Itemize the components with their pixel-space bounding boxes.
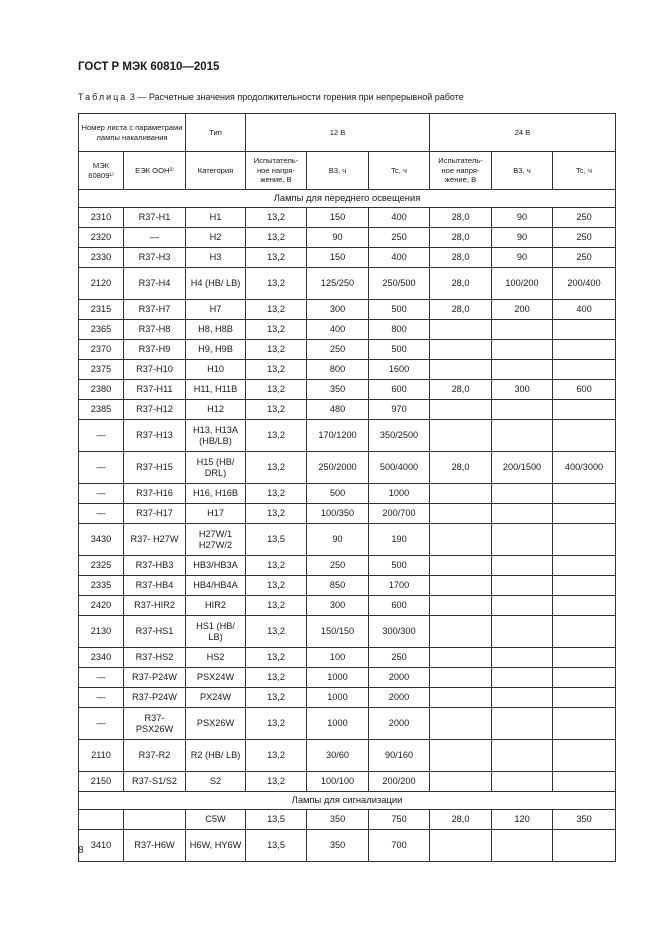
cell-v12: 13,2 (246, 320, 307, 340)
cell-tc-24: 400/3000 (553, 452, 616, 484)
section-row (79, 792, 616, 810)
cell-ece: R37-HS1 (124, 616, 186, 648)
cell-b3-24 (492, 320, 553, 340)
cell-tc-24: 400 (553, 300, 616, 320)
cell-b3-12: 250 (307, 340, 369, 360)
cell-ece: R37-H11 (124, 380, 186, 400)
cell-tc-12: 1000 (369, 484, 430, 504)
table-row (79, 668, 616, 688)
cell-v12: 13,2 (246, 400, 307, 420)
cell-b3-24 (492, 596, 553, 616)
table-row (79, 340, 616, 360)
cell-tc-24 (553, 740, 616, 772)
cell-b3-12: 250/2000 (307, 452, 369, 484)
cell-v24: 28,0 (430, 268, 492, 300)
table-row (79, 208, 616, 228)
cell-ece: R37-H8 (124, 320, 186, 340)
cell-tc-24 (553, 524, 616, 556)
cell-v12: 13,2 (246, 360, 307, 380)
cell-v12: 13,2 (246, 504, 307, 524)
table-row (79, 708, 616, 740)
table-row (79, 576, 616, 596)
cell-v24 (430, 576, 492, 596)
cell-b3-24 (492, 420, 553, 452)
cell-v24 (430, 320, 492, 340)
cell-v12: 13,2 (246, 740, 307, 772)
cell-v24: 28,0 (430, 208, 492, 228)
cell-b3-24: 90 (492, 248, 553, 268)
cell-b3-24 (492, 772, 553, 792)
cell-v12: 13,2 (246, 708, 307, 740)
cell-tc-24 (553, 668, 616, 688)
cell-tc-24: 200/400 (553, 268, 616, 300)
cell-b3-24 (492, 648, 553, 668)
cell-v12: 13,2 (246, 668, 307, 688)
cell-cat: H13, H13A (HB/LB) (186, 420, 246, 452)
cell-tc-24: 350 (553, 810, 616, 830)
cell-tc-12: 400 (369, 248, 430, 268)
cell-tc-24: 250 (553, 208, 616, 228)
cell-tc-12: 2000 (369, 668, 430, 688)
cell-b3-12: 250 (307, 556, 369, 576)
cell-v24 (430, 688, 492, 708)
cell-tc-24 (553, 830, 616, 862)
table-row (79, 688, 616, 708)
cell-tc-12: 500 (369, 300, 430, 320)
cell-tc-12: 600 (369, 596, 430, 616)
header-tc-24: Tc, ч (553, 152, 616, 190)
cell-ece: R37- H27W (124, 524, 186, 556)
cell-iec: — (79, 484, 124, 504)
cell-ece: R37-H10 (124, 360, 186, 380)
cell-v24 (430, 708, 492, 740)
cell-iec: — (79, 668, 124, 688)
cell-tc-12: 350/2500 (369, 420, 430, 452)
cell-v24 (430, 484, 492, 504)
cell-b3-12: 90 (307, 524, 369, 556)
page-number: 8 (78, 845, 84, 856)
cell-v12: 13,2 (246, 484, 307, 504)
header-b3-12: B3, ч (307, 152, 369, 190)
cell-b3-24 (492, 688, 553, 708)
cell-tc-24 (553, 400, 616, 420)
cell-v24: 28,0 (430, 380, 492, 400)
cell-v24: 28,0 (430, 810, 492, 830)
cell-cat: H10 (186, 360, 246, 380)
cell-iec: 2370 (79, 340, 124, 360)
cell-iec: 2385 (79, 400, 124, 420)
cell-ece: R37-H15 (124, 452, 186, 484)
header-tc-12: Tc, ч (369, 152, 430, 190)
cell-v24 (430, 524, 492, 556)
cell-b3-12: 170/1200 (307, 420, 369, 452)
table-row (79, 228, 616, 248)
cell-ece: R37-H16 (124, 484, 186, 504)
cell-tc-12: 190 (369, 524, 430, 556)
cell-v12: 13,2 (246, 452, 307, 484)
cell-tc-12: 700 (369, 830, 430, 862)
cell-tc-12: 1600 (369, 360, 430, 380)
cell-b3-24: 120 (492, 810, 553, 830)
cell-v12: 13,2 (246, 380, 307, 400)
cell-v12: 13,2 (246, 576, 307, 596)
cell-v12: 13,2 (246, 300, 307, 320)
cell-v24 (430, 616, 492, 648)
cell-tc-12: 500 (369, 556, 430, 576)
header-uneece: ЕЭК ООН²⁾ (124, 152, 186, 190)
table-row (79, 596, 616, 616)
table-row (79, 360, 616, 380)
table-caption (78, 92, 464, 102)
table-row (79, 420, 616, 452)
cell-b3-24 (492, 400, 553, 420)
cell-v12: 13,5 (246, 830, 307, 862)
table-row (79, 320, 616, 340)
cell-cat: PSX24W (186, 668, 246, 688)
cell-ece: R37-H4 (124, 268, 186, 300)
cell-ece: R37-H9 (124, 340, 186, 360)
cell-cat: R2 (HB/ LB) (186, 740, 246, 772)
header-b3-24: B3, ч (492, 152, 553, 190)
cell-b3-24 (492, 740, 553, 772)
cell-b3-12: 300 (307, 300, 369, 320)
cell-v12: 13,2 (246, 248, 307, 268)
header-12v: 12 В (246, 114, 430, 152)
cell-b3-24 (492, 484, 553, 504)
cell-v24 (430, 668, 492, 688)
cell-tc-12: 500 (369, 340, 430, 360)
cell-v24: 28,0 (430, 300, 492, 320)
table-row (79, 452, 616, 484)
table-caption-label: Таблица (78, 92, 128, 102)
cell-tc-12: 800 (369, 320, 430, 340)
cell-v24 (430, 400, 492, 420)
cell-v24 (430, 420, 492, 452)
cell-iec: 2340 (79, 648, 124, 668)
cell-b3-24 (492, 524, 553, 556)
cell-ece: R37-H7 (124, 300, 186, 320)
cell-ece: R37-HIR2 (124, 596, 186, 616)
document-header: ГОСТ Р МЭК 60810—2015 (78, 61, 220, 73)
cell-cat: H7 (186, 300, 246, 320)
cell-tc-24 (553, 360, 616, 380)
cell-b3-24 (492, 576, 553, 596)
cell-b3-12: 100 (307, 648, 369, 668)
cell-cat: H1 (186, 208, 246, 228)
cell-cat: H9, H9B (186, 340, 246, 360)
cell-tc-24 (553, 708, 616, 740)
cell-v24: 28,0 (430, 452, 492, 484)
cell-cat: HIR2 (186, 596, 246, 616)
cell-tc-24 (553, 688, 616, 708)
cell-v12: 13,2 (246, 688, 307, 708)
section-row (79, 190, 616, 208)
cell-tc-12: 400 (369, 208, 430, 228)
table-row (79, 810, 616, 830)
cell-tc-12: 2000 (369, 708, 430, 740)
table-row (79, 616, 616, 648)
cell-v12: 13,2 (246, 208, 307, 228)
cell-b3-12: 350 (307, 380, 369, 400)
cell-iec: 2150 (79, 772, 124, 792)
lifetime-table (78, 113, 616, 862)
cell-b3-12: 500 (307, 484, 369, 504)
cell-ece: R37-H6W (124, 830, 186, 862)
cell-iec: — (79, 420, 124, 452)
cell-iec: 2335 (79, 576, 124, 596)
cell-tc-12: 200/200 (369, 772, 430, 792)
header-row-1 (79, 114, 616, 152)
cell-iec (79, 810, 124, 830)
cell-tc-12: 750 (369, 810, 430, 830)
cell-cat: HS1 (HB/ LB) (186, 616, 246, 648)
cell-cat: H3 (186, 248, 246, 268)
table-body (79, 190, 616, 862)
cell-ece: R37-HB3 (124, 556, 186, 576)
cell-b3-12: 100/100 (307, 772, 369, 792)
header-test-voltage-12: Испытатель-ное напря-жение, В (246, 152, 307, 190)
header-24v: 24 В (430, 114, 616, 152)
cell-iec: 2375 (79, 360, 124, 380)
cell-v24 (430, 740, 492, 772)
table-row (79, 772, 616, 792)
section-title: Лампы для сигнализации (79, 792, 616, 810)
cell-v12: 13,2 (246, 648, 307, 668)
table-row (79, 248, 616, 268)
cell-b3-12: 1000 (307, 688, 369, 708)
table-row (79, 400, 616, 420)
cell-cat: H4 (HB/ LB) (186, 268, 246, 300)
cell-cat: HB4/HB4A (186, 576, 246, 596)
cell-iec: 3430 (79, 524, 124, 556)
cell-b3-24: 200/1500 (492, 452, 553, 484)
cell-ece: R37-P24W (124, 688, 186, 708)
cell-iec: — (79, 708, 124, 740)
cell-b3-24 (492, 830, 553, 862)
cell-b3-12: 1000 (307, 708, 369, 740)
cell-tc-24 (553, 320, 616, 340)
cell-ece: R37-H12 (124, 400, 186, 420)
cell-b3-12: 480 (307, 400, 369, 420)
cell-tc-12: 90/160 (369, 740, 430, 772)
header-iec: МЭК 60809¹⁾ (79, 152, 124, 190)
table-row (79, 380, 616, 400)
cell-tc-12: 1700 (369, 576, 430, 596)
header-row-2 (79, 152, 616, 190)
cell-cat: H11, H11B (186, 380, 246, 400)
cell-b3-24 (492, 556, 553, 576)
cell-cat: HS2 (186, 648, 246, 668)
cell-b3-12: 850 (307, 576, 369, 596)
cell-v24 (430, 556, 492, 576)
cell-tc-24 (553, 648, 616, 668)
cell-iec: 3410 (79, 830, 124, 862)
cell-cat: PSX26W (186, 708, 246, 740)
cell-tc-24: 250 (553, 248, 616, 268)
cell-iec: 2315 (79, 300, 124, 320)
cell-v24 (430, 772, 492, 792)
cell-iec: 2380 (79, 380, 124, 400)
cell-v12: 13,5 (246, 524, 307, 556)
cell-ece: R37-H13 (124, 420, 186, 452)
cell-b3-12: 150/150 (307, 616, 369, 648)
cell-cat: H17 (186, 504, 246, 524)
table-caption-text: — Расчетные значения продолжительности горения при непрерывной работе (137, 92, 464, 102)
cell-v12: 13,2 (246, 596, 307, 616)
cell-b3-12: 150 (307, 248, 369, 268)
table-row (79, 740, 616, 772)
cell-iec: 2330 (79, 248, 124, 268)
cell-tc-24 (553, 484, 616, 504)
cell-tc-12: 250/500 (369, 268, 430, 300)
cell-tc-12: 200/700 (369, 504, 430, 524)
cell-b3-12: 30/60 (307, 740, 369, 772)
cell-ece: R37-HS2 (124, 648, 186, 668)
cell-b3-24: 200 (492, 300, 553, 320)
cell-b3-24: 90 (492, 228, 553, 248)
cell-cat: S2 (186, 772, 246, 792)
cell-iec: 2365 (79, 320, 124, 340)
cell-tc-24 (553, 340, 616, 360)
cell-tc-24 (553, 596, 616, 616)
cell-v24 (430, 596, 492, 616)
cell-tc-24 (553, 504, 616, 524)
cell-b3-24: 300 (492, 380, 553, 400)
cell-iec: 2420 (79, 596, 124, 616)
cell-b3-12: 300 (307, 596, 369, 616)
cell-b3-24 (492, 708, 553, 740)
cell-b3-24 (492, 504, 553, 524)
cell-tc-24 (553, 556, 616, 576)
table-row (79, 484, 616, 504)
header-test-voltage-24: Испытатель-ное напря-жение, В (430, 152, 492, 190)
cell-b3-24 (492, 668, 553, 688)
cell-iec: — (79, 504, 124, 524)
cell-cat: H8, H8B (186, 320, 246, 340)
cell-ece: R37-HB4 (124, 576, 186, 596)
cell-v24 (430, 830, 492, 862)
cell-tc-12: 500/4000 (369, 452, 430, 484)
cell-b3-12: 800 (307, 360, 369, 380)
cell-ece: R37-P24W (124, 668, 186, 688)
cell-cat: PX24W (186, 688, 246, 708)
section-title: Лампы для переднего освещения (79, 190, 616, 208)
cell-iec: 2120 (79, 268, 124, 300)
cell-v12: 13,2 (246, 772, 307, 792)
cell-v24 (430, 648, 492, 668)
cell-tc-12: 250 (369, 648, 430, 668)
cell-iec: — (79, 688, 124, 708)
cell-v12: 13,2 (246, 420, 307, 452)
cell-b3-12: 1000 (307, 668, 369, 688)
cell-b3-12: 100/350 (307, 504, 369, 524)
cell-ece: R37-H3 (124, 248, 186, 268)
table-row (79, 524, 616, 556)
cell-iec: 2110 (79, 740, 124, 772)
cell-v12: 13,2 (246, 228, 307, 248)
table-row (79, 300, 616, 320)
cell-ece: R37-H17 (124, 504, 186, 524)
cell-b3-24 (492, 616, 553, 648)
cell-b3-24: 100/200 (492, 268, 553, 300)
header-sheet-number: Номер листа с параметрами лампы накаливания (79, 114, 186, 152)
header-type: Тип (186, 114, 246, 152)
cell-tc-12: 2000 (369, 688, 430, 708)
cell-iec: — (79, 452, 124, 484)
cell-cat: H12 (186, 400, 246, 420)
cell-b3-12: 350 (307, 810, 369, 830)
cell-b3-12: 90 (307, 228, 369, 248)
cell-cat: C5W (186, 810, 246, 830)
cell-iec: 2310 (79, 208, 124, 228)
table-row (79, 268, 616, 300)
cell-tc-12: 970 (369, 400, 430, 420)
cell-tc-24 (553, 616, 616, 648)
cell-v12: 13,2 (246, 556, 307, 576)
cell-tc-24 (553, 420, 616, 452)
cell-v12: 13,2 (246, 268, 307, 300)
cell-b3-24 (492, 340, 553, 360)
cell-cat: H16, H16B (186, 484, 246, 504)
cell-cat: H2 (186, 228, 246, 248)
cell-tc-24: 600 (553, 380, 616, 400)
cell-tc-12: 300/300 (369, 616, 430, 648)
cell-v12: 13,2 (246, 616, 307, 648)
cell-b3-24: 90 (492, 208, 553, 228)
cell-tc-24 (553, 576, 616, 596)
cell-b3-12: 350 (307, 830, 369, 862)
cell-b3-12: 150 (307, 208, 369, 228)
cell-v24: 28,0 (430, 248, 492, 268)
cell-tc-12: 600 (369, 380, 430, 400)
cell-v24: 28,0 (430, 228, 492, 248)
cell-cat: HB3/HB3A (186, 556, 246, 576)
cell-cat: H6W, HY6W (186, 830, 246, 862)
table-row (79, 648, 616, 668)
cell-iec: 2325 (79, 556, 124, 576)
cell-iec: 2320 (79, 228, 124, 248)
cell-v24 (430, 504, 492, 524)
table-row (79, 504, 616, 524)
cell-ece (124, 810, 186, 830)
cell-v12: 13,2 (246, 340, 307, 360)
cell-tc-12: 250 (369, 228, 430, 248)
cell-v12: 13,5 (246, 810, 307, 830)
table-row (79, 556, 616, 576)
cell-v24 (430, 340, 492, 360)
table-row (79, 830, 616, 862)
table-caption-number: 3 (129, 92, 135, 102)
cell-v24 (430, 360, 492, 380)
cell-cat: H27W/1 H27W/2 (186, 524, 246, 556)
cell-ece: — (124, 228, 186, 248)
header-category: Категория (186, 152, 246, 190)
cell-ece: R37-S1/S2 (124, 772, 186, 792)
cell-ece: R37- PSX26W (124, 708, 186, 740)
cell-cat: H15 (HB/ DRL) (186, 452, 246, 484)
cell-ece: R37-H1 (124, 208, 186, 228)
cell-iec: 2130 (79, 616, 124, 648)
cell-b3-24 (492, 360, 553, 380)
cell-b3-12: 400 (307, 320, 369, 340)
cell-ece: R37-R2 (124, 740, 186, 772)
cell-b3-12: 125/250 (307, 268, 369, 300)
cell-tc-24: 250 (553, 228, 616, 248)
cell-tc-24 (553, 772, 616, 792)
